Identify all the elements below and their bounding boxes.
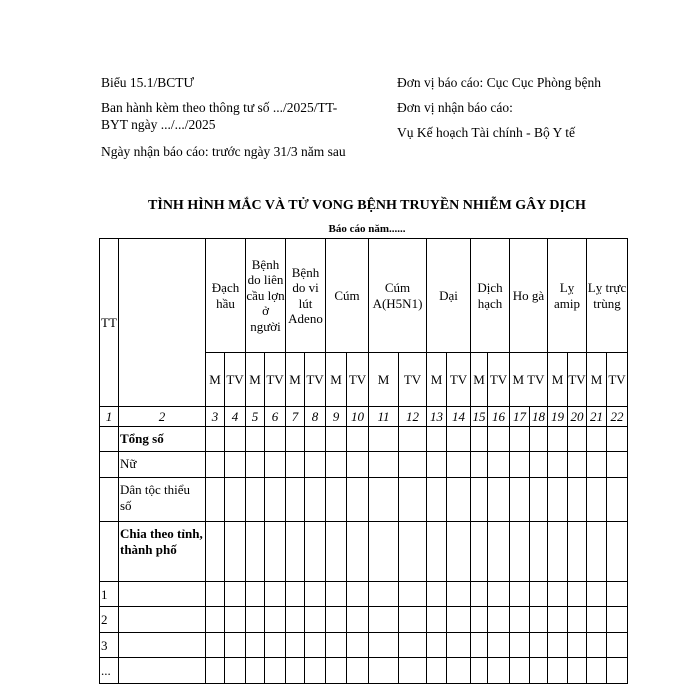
table-row — [100, 658, 628, 684]
table-header-row — [100, 239, 628, 353]
tv-header: TV — [568, 353, 587, 407]
disease-header: Lỵ trực trùng — [587, 239, 628, 353]
column-number: 11 — [369, 407, 399, 427]
form-code: Biểu 15.1/BCTƯ — [101, 75, 194, 90]
table-row — [100, 607, 628, 633]
tv-header: TV — [347, 353, 369, 407]
header-left — [101, 74, 391, 160]
row-label-total: Tổng số — [119, 427, 206, 452]
column-number: 2 — [119, 407, 206, 427]
column-number: 3 — [206, 407, 225, 427]
column-number: 9 — [326, 407, 347, 427]
tv-header: TV — [225, 353, 246, 407]
column-number: 17 — [510, 407, 530, 427]
column-number: 5 — [246, 407, 265, 427]
m-tv-header: M TV — [510, 353, 548, 407]
column-number: 8 — [305, 407, 326, 427]
column-number-row — [100, 407, 628, 427]
tv-header: TV — [488, 353, 510, 407]
row-number: 2 — [100, 607, 119, 633]
column-number: 14 — [447, 407, 471, 427]
table-row — [100, 633, 628, 658]
tv-header: TV — [399, 353, 427, 407]
tv-header: TV — [305, 353, 326, 407]
row-number: 1 — [100, 582, 119, 607]
table-row — [100, 522, 628, 582]
m-header: M — [427, 353, 447, 407]
issued-line-2: BYT ngày .../.../2025 — [101, 117, 216, 132]
column-number: 12 — [399, 407, 427, 427]
reporting-unit: Đơn vị báo cáo: Cục Cục Phòng bệnh — [397, 75, 601, 90]
disease-header: Dịch hạch — [471, 239, 510, 353]
disease-header: Đạch hầu — [206, 239, 246, 353]
column-number: 7 — [286, 407, 305, 427]
name-header — [119, 239, 206, 407]
table-row — [100, 427, 628, 452]
page-title: TÌNH HÌNH MẮC VÀ TỬ VONG BỆNH TRUYỀN NHIỄM GÂY DỊCH — [148, 198, 586, 213]
issued-line-1: Ban hành kèm theo thông tư số .../2025/TT- — [101, 100, 338, 115]
disease-header: Bệnh do vi lút Adeno — [286, 239, 326, 353]
header-right — [397, 74, 697, 141]
tv-header: TV — [265, 353, 286, 407]
tv-header: TV — [607, 353, 628, 407]
column-number: 10 — [347, 407, 369, 427]
m-header: M — [326, 353, 347, 407]
column-number: 1 — [100, 407, 119, 427]
row-number: 3 — [100, 633, 119, 658]
table-row — [100, 452, 628, 478]
column-number: 6 — [265, 407, 286, 427]
tt-header: TT — [100, 239, 119, 407]
disease-header: Lỵ amip — [548, 239, 587, 353]
table-row — [100, 582, 628, 607]
m-header: M — [471, 353, 488, 407]
table-row — [100, 478, 628, 522]
row-label-ethnic: Dân tộc thiểu số — [119, 478, 206, 522]
column-number: 18 — [530, 407, 548, 427]
column-number: 16 — [488, 407, 510, 427]
disease-header: Bệnh do liên cầu lợn ở người — [246, 239, 286, 353]
m-header: M — [246, 353, 265, 407]
report-table — [99, 238, 628, 684]
disease-header: Ho gà — [510, 239, 548, 353]
column-number: 4 — [225, 407, 246, 427]
m-header: M — [206, 353, 225, 407]
receiving-unit: Vụ Kế hoạch Tài chính - Bộ Y tế — [397, 125, 575, 140]
tv-header: TV — [447, 353, 471, 407]
row-number: ... — [100, 658, 119, 684]
column-number: 19 — [548, 407, 568, 427]
disease-header: Cúm — [326, 239, 369, 353]
row-label-by-province: Chia theo tỉnh, thành phố — [119, 522, 206, 582]
disease-header: Cúm A(H5N1) — [369, 239, 427, 353]
column-number: 22 — [607, 407, 628, 427]
row-label-female: Nữ — [119, 452, 206, 478]
receive-date: Ngày nhận báo cáo: trước ngày 31/3 năm sau — [101, 144, 346, 159]
m-header: M — [286, 353, 305, 407]
m-header: M — [587, 353, 607, 407]
report-year: Báo cáo năm...... — [328, 223, 406, 235]
disease-header: Dại — [427, 239, 471, 353]
column-number: 21 — [587, 407, 607, 427]
column-number: 13 — [427, 407, 447, 427]
receiving-unit-label: Đơn vị nhận báo cáo: — [397, 100, 513, 115]
column-number: 20 — [568, 407, 587, 427]
m-header: M — [548, 353, 568, 407]
column-number: 15 — [471, 407, 488, 427]
m-header: M — [369, 353, 399, 407]
